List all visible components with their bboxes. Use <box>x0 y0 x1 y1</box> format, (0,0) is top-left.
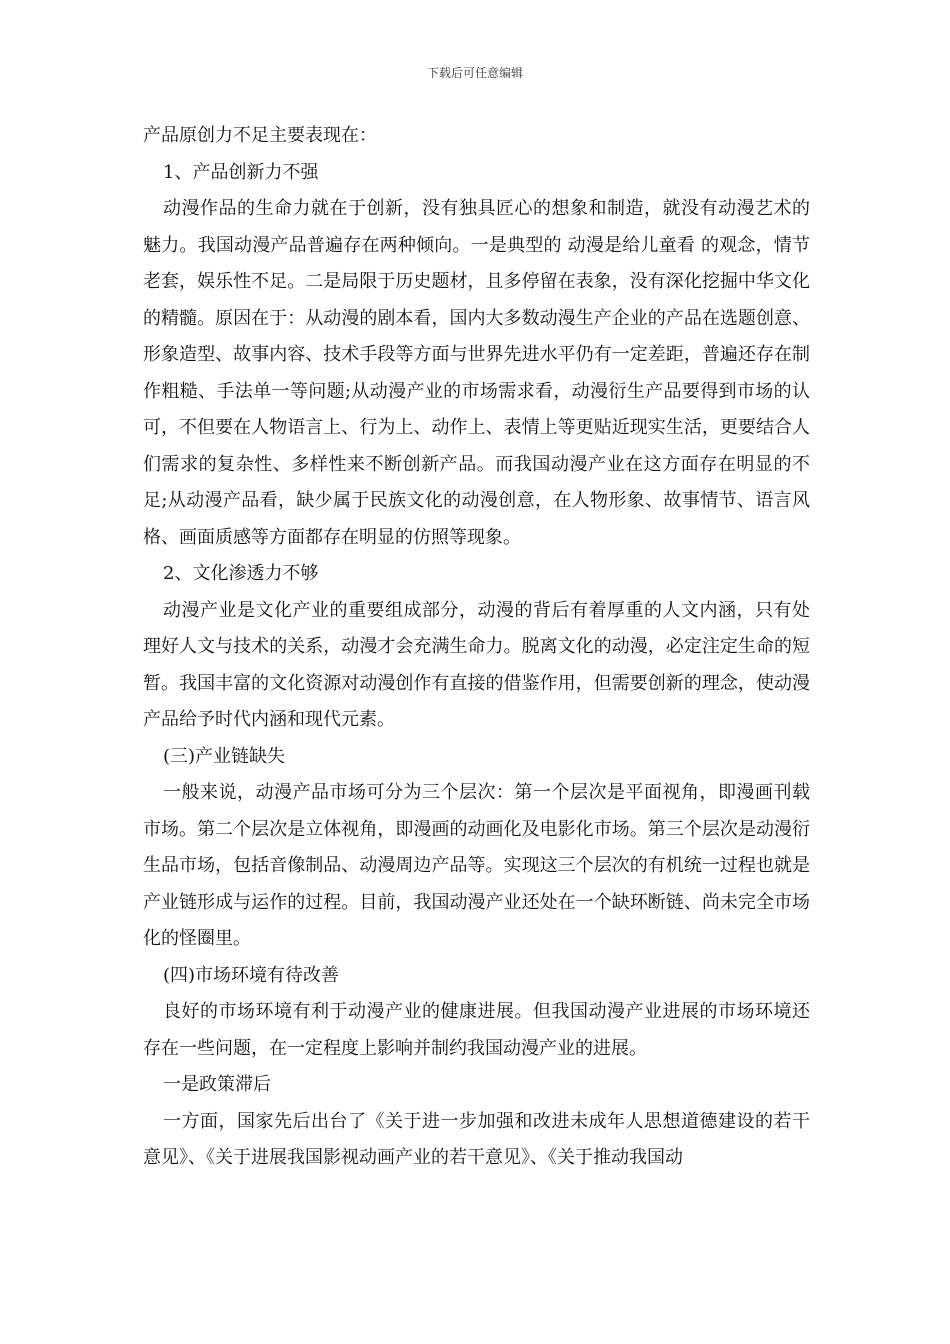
paragraph-intro: 产品原创力不足主要表现在： <box>143 125 377 146</box>
page-header: 下载后可任意编辑 <box>426 66 523 80</box>
section-heading-2: 2、文化渗透力不够 <box>163 563 319 584</box>
paragraph-innovation: 动漫作品的生命力就在于创新，没有独具匠心的想象和制造，就没有动漫艺术的魅力。我国动漫产品普遍存在两种倾向。一是典型的 动漫是给儿童看 的观念，情节老套，娱乐性不足。二是局限于历史题材，且多停留在表象，没有深化挖掘中华文化的精髓。原因在于：从动漫的剧本看，国内大多数动漫生产企业的产品在选题创意、形象造型、故事内容、技术手段等方面与世界先进水平仍有一定差距，普遍还存在制作粗糙、手法单一等问题;从动漫产业的市场需求看，动漫衍生产品要得到市场的认可，不但要在人物语言上、行为上、动作上、表情上等更贴近现实生活，更要结合人们需求的复杂性、多样性来不断创新产品。而我国动漫产业在这方面存在明显的不足;从动漫产品看，缺少属于民族文化的动漫创意，在人物形象、故事情节、语言风格、画面质感等方面都存在明显的仿照等现象。 <box>143 198 810 548</box>
section-heading-3: (三)产业链缺失 <box>163 745 286 767</box>
document-body <box>143 118 810 1177</box>
paragraph-industry-chain: 一般来说，动漫产品市场可分为三个层次：第一个层次是平面视角，即漫画刊载市场。第二个层次是立体视角，即漫画的动画化及电影化市场。第三个层次是动漫衍生品市场，包括音像制品、动漫周边产品等。实现这三个层次的有机统一过程也就是产业链形成与运作的过程。目前，我国动漫产业还处在一个缺环断链、尚未完全市场化的怪圈里。 <box>143 782 810 949</box>
section-heading-1: 1、产品创新力不强 <box>163 161 319 183</box>
paragraph-culture: 动漫产业是文化产业的重要组成部分，动漫的背后有着厚重的人文内涵，只有处理好人文与技术的关系，动漫才会充满生命力。脱离文化的动漫，必定注定生命的短暂。我国丰富的文化资源对动漫创作有直接的借鉴作用，但需要创新的理念，使动漫产品给予时代内涵和现代元素。 <box>143 599 810 730</box>
paragraph-policy: 一方面，国家先后出台了《关于进一步加强和改进未成年人思想道德建设的若干意见》、《关于进展我国影视动画产业的若干意见》、《关于推动我国动 <box>143 1110 810 1168</box>
section-heading-4: (四)市场环境有待改善 <box>163 964 340 986</box>
paragraph-market: 良好的市场环境有利于动漫产业的健康进展。但我国动漫产业进展的市场环境还存在一些问题，在一定程度上影响并制约我国动漫产业的进展。 <box>143 1001 810 1059</box>
subheading-policy: 一是政策滞后 <box>163 1074 271 1095</box>
